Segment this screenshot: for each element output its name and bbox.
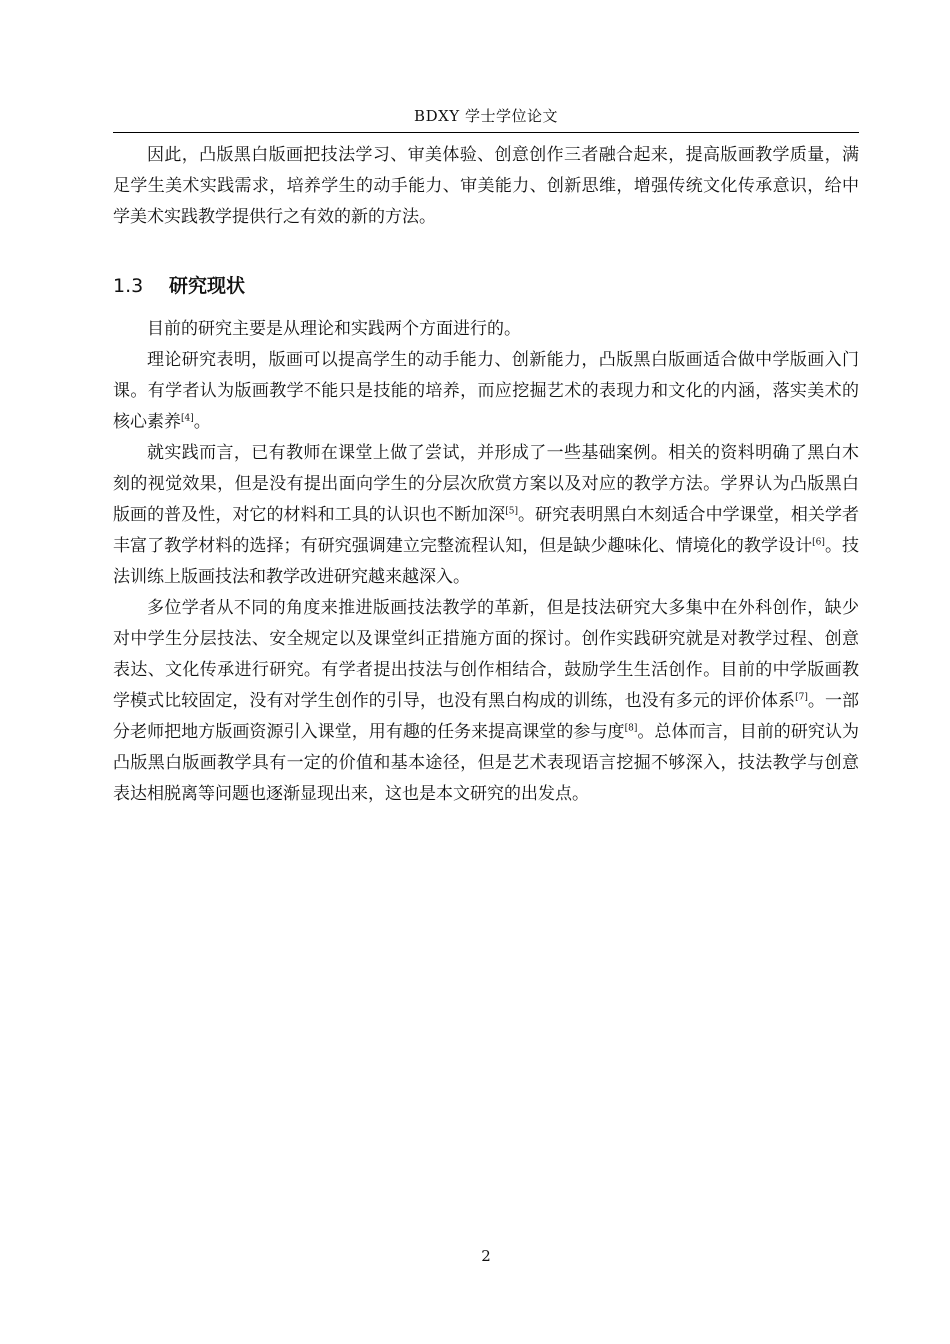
paragraph-3-part-b: 。研究表明黑白木刻适合中学课堂，相关学者丰富了教学材料的选择；有研究强调建立完整流程认知，但是缺少趣味化、情境化的教学设计	[113, 505, 859, 556]
paragraph-4-part-b: 。一部分老师把地方版画资源引入课堂，用有趣的任务来提高课堂的参与度	[113, 691, 860, 742]
citation-6: [6]	[812, 537, 825, 548]
paragraph-3	[113, 438, 859, 593]
section-title: 研究现状	[169, 275, 246, 297]
intro-block	[113, 140, 859, 233]
header-rule	[113, 132, 859, 133]
section-body	[113, 314, 859, 810]
paragraph-2-end: 。	[193, 412, 211, 432]
citation-5: [5]	[505, 506, 518, 517]
paragraph-2-text: 理论研究表明，版画可以提高学生的动手能力、创新能力，凸版黑白版画适合做中学版画入门课。有学者认为版画教学不能只是技能的培养，而应挖掘艺术的表现力和文化的内涵，落实美术的核心素养	[113, 350, 859, 432]
section-number: 1.3	[113, 275, 144, 297]
paragraph-4-part-c: 。总体而言，目前的研究认为凸版黑白版画教学具有一定的价值和基本途径，但是艺术表现语言挖掘不够深入，技法教学与创意表达相脱离等问题也逐渐显现出来，这也是本文研究的出发点。	[113, 722, 860, 804]
paragraph-3-part-c: 。技法训练上版画技法和教学改进研究越来越深入。	[113, 536, 860, 587]
citation-4: [4]	[181, 413, 194, 424]
page-number: 2	[481, 1247, 491, 1265]
intro-paragraph: 因此，凸版黑白版画把技法学习、审美体验、创意创作三者融合起来，提高版画教学质量，满足学生美术实践需求，培养学生的动手能力、审美能力、创新思维，增强传统文化传承意识，给中学美术实践教学提供行之有效的新的方法。	[113, 145, 859, 227]
running-header: BDXY 学士学位论文	[414, 107, 558, 125]
section-heading	[113, 272, 245, 300]
paragraph-3-part-a: 就实践而言，已有教师在课堂上做了尝试，并形成了一些基础案例。相关的资料明确了黑白木刻的视觉效果，但是没有提出面向学生的分层次欣赏方案以及对应的教学方法。学界认为凸版黑白版画的普及性，对它的材料和工具的认识也不断加深	[113, 443, 859, 525]
paragraph-1: 目前的研究主要是从理论和实践两个方面进行的。	[147, 319, 521, 339]
citation-8: [8]	[624, 723, 638, 734]
citation-7: [7]	[795, 692, 808, 703]
paragraph-2	[113, 345, 859, 438]
paragraph-4	[113, 593, 859, 810]
paragraph-4-part-a: 多位学者从不同的角度来推进版画技法教学的革新，但是技法研究大多集中在外科创作，缺少对中学生分层技法、安全规定以及课堂纠正措施方面的探讨。创作实践研究就是对教学过程、创意表达、文化传承进行研究。有学者提出技法与创作相结合，鼓励学生生活创作。目前的中学版画教学模式比较固定，没有对学生创作的引导，也没有黑白构成的训练，也没有多元的评价体系	[113, 598, 859, 711]
